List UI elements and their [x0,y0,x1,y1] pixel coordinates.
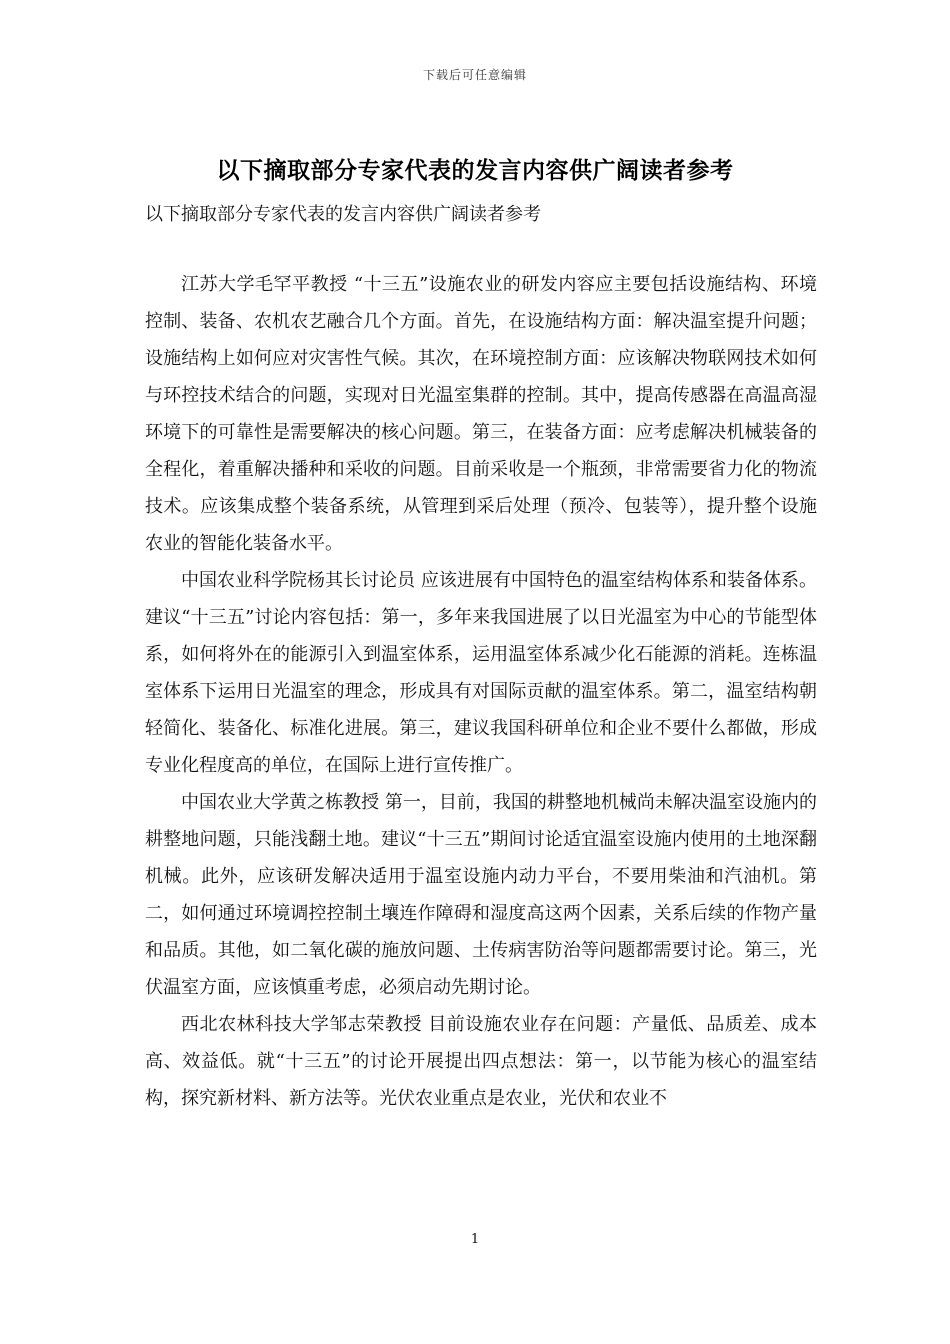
header-note: 下载后可任意编辑 [422,68,527,82]
paragraph-yang-qichang: 中国农业科学院杨其长讨论员 应该进展有中国特色的温室结构体系和装备体系。建议“十三五”讨论内容包括：第一，多年来我国进展了以日光温室为中心的节能型体系，如何将外在的能源引入到温室体系，运用温室体系减少化石能源的消耗。连栋温室体系下运用日光温室的理念，形成具有对国际贡献的温室体系。第二，温室结构朝轻简化、装备化、标准化进展。第三，建议我国科研单位和企业不要什么都做，形成专业化程度高的单位，在国际上进行宣传推广。 [145,570,817,776]
document-body [145,266,817,1117]
paragraph-zou-zhirong: 西北农林科技大学邹志荣教授 目前设施农业存在问题：产量低、品质差、成本高、效益低。就“十三五”的讨论开展提出四点想法：第一，以节能为核心的温室结构，探究新材料、新方法等。光伏农业重点是农业，光伏和农业不 [145,1014,817,1109]
paragraph-huang-zhidong: 中国农业大学黄之栋教授 第一，目前，我国的耕整地机械尚未解决温室设施内的耕整地问题，只能浅翻土地。建议“十三五”期间讨论适宜温室设施内使用的土地深翻机械。此外，应该研发解决适用于温室设施内动力平台，不要用柴油和汽油机。第二，如何通过环境调控控制土壤连作障碍和湿度高这两个因素，关系后续的作物产量和品质。其他，如二氧化碳的施放问题、土传病害防治等问题都需要讨论。第三，光伏温室方面，应该慎重考虑，必须启动先期讨论。 [145,792,817,998]
paragraph-mao-hanping: 江苏大学毛罕平教授 “十三五”设施农业的研发内容应主要包括设施结构、环境控制、装备、农机农艺融合几个方面。首先，在设施结构方面：解决温室提升问题；设施结构上如何应对灾害性气候。其次，在环境控制方面：应该解决物联网技术如何与环控技术结合的问题，实现对日光温室集群的控制。其中，提高传感器在高温高湿环境下的可靠性是需要解决的核心问题。第三，在装备方面：应考虑解决机械装备的全程化，着重解决播种和采收的问题。目前采收是一个瓶颈，非常需要省力化的物流技术。应该集成整个装备系统，从管理到采后处理（预冷、包装等），提升整个设施农业的智能化装备水平。 [145,274,817,554]
page-number: 1 [470,1232,480,1247]
document-title: 以下摘取部分专家代表的发言内容供广阔读者参考 [216,157,734,184]
document-subtitle: 以下摘取部分专家代表的发言内容供广阔读者参考 [145,204,541,225]
